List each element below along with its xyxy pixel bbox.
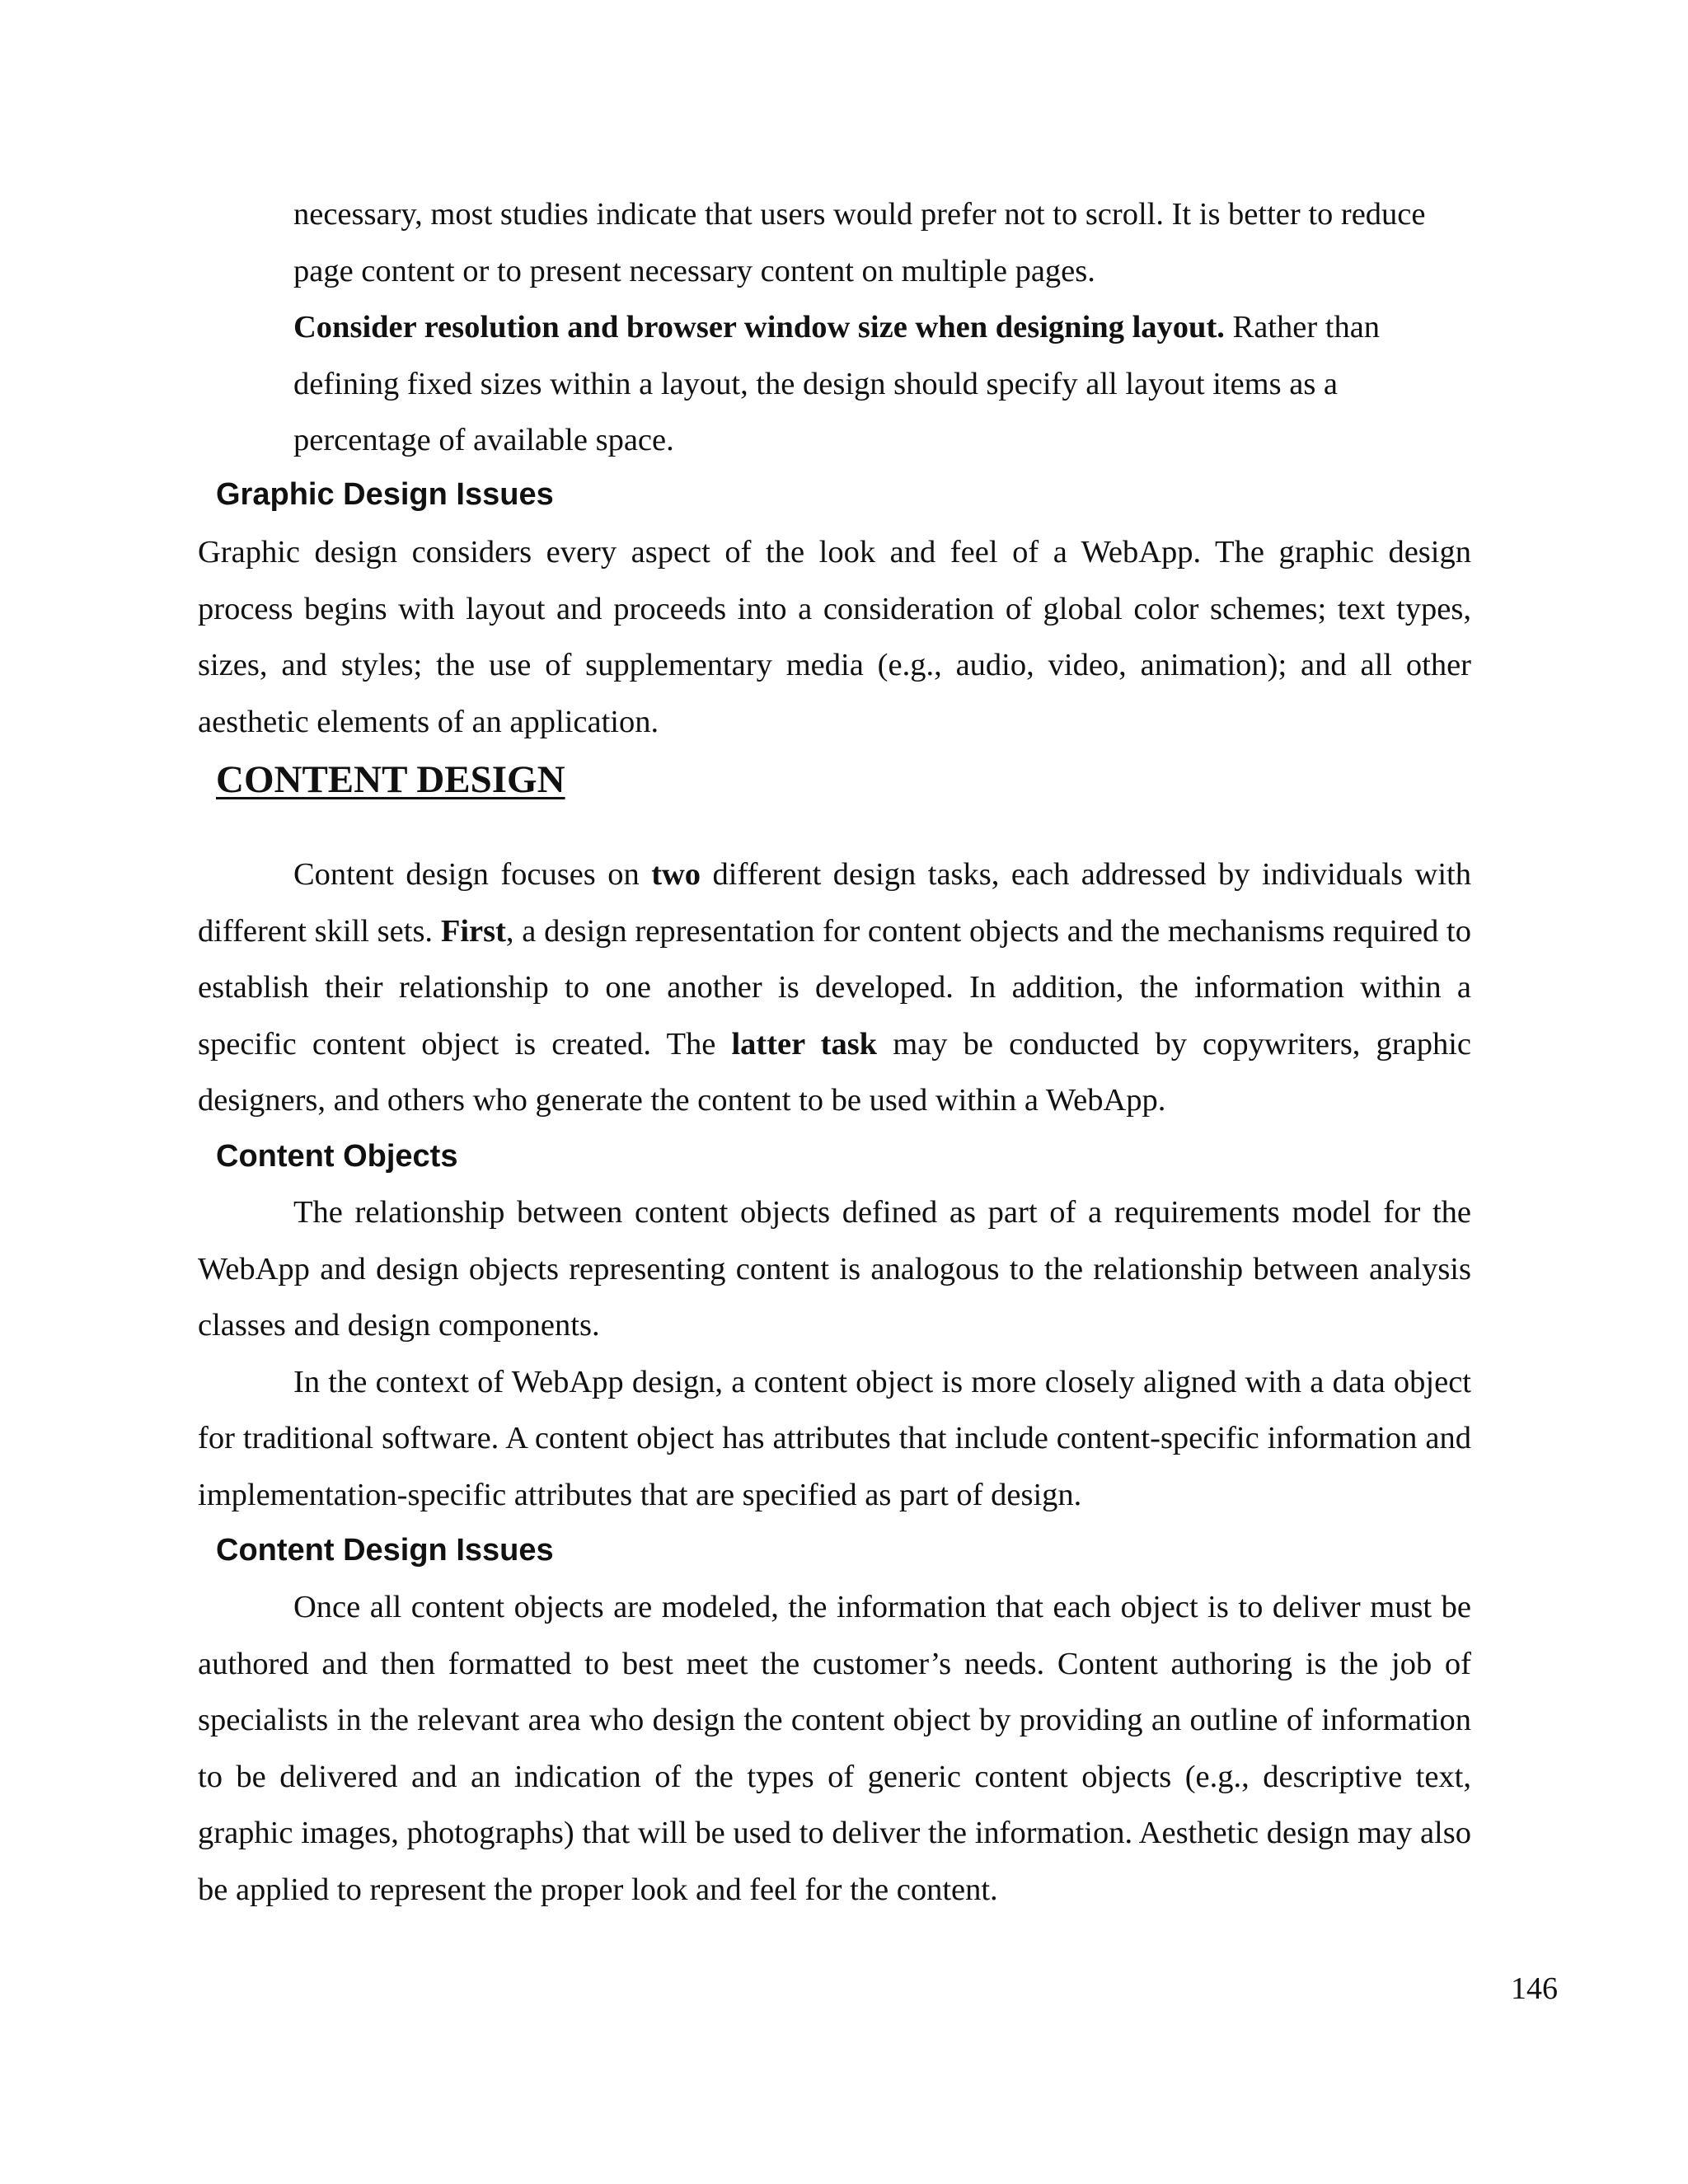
graphic-design-heading: Graphic Design Issues <box>216 477 554 512</box>
cd-text-1: Content design focuses on <box>293 857 652 892</box>
content-design-body <box>198 846 1471 1129</box>
content-objects-paragraph-1: The relationship between content objects defined as part of a requirements model for the WebApp and design objects representing content is analogous to the relationship between analysis classes and design components. <box>198 1195 1471 1343</box>
cd-bold-first: First <box>440 913 506 949</box>
content-design-paragraph <box>198 846 1471 1129</box>
intro-line-1: necessary, most studies indicate that users would prefer not to scroll. It is better to reduce <box>293 197 1426 232</box>
page-number: 146 <box>1511 1971 1558 2006</box>
content-objects-paragraph-2: In the context of WebApp design, a content object is more closely aligned with a data object for traditional software. A content object has attributes that include content-specific information and implementation-specific attributes that are specified as part of design. <box>198 1364 1471 1512</box>
intro-guideline <box>293 299 1472 356</box>
intro-line-2: page content or to present necessary content on multiple pages. <box>293 253 1095 288</box>
intro-line-4: defining fixed sizes within a layout, the design should specify all layout items as a <box>293 366 1339 401</box>
content-objects-body <box>198 1184 1471 1523</box>
content-design-issues-paragraph: Once all content objects are modeled, the information that each object is to deliver must be authored and then formatted to best meet the customer’s needs. Content authoring is the job of specialists in the relevant area who design the content object by providing an outline of information to be delivered and an indication of the types of generic content objects (e.g., descriptive text, graphic images, photographs) that will be used to deliver the information. Aesthetic design may also be applied to represent the proper look and feel for the content. <box>198 1590 1471 1907</box>
cd-text-3: , a design representation for content objects and the mechanisms required to establish their relationship to one another is developed. In addition, the information within a specific content object is created. The <box>198 913 1471 1062</box>
cd-bold-two: two <box>651 857 701 892</box>
graphic-design-body <box>198 524 1471 750</box>
guideline-rest-text: Rather than <box>1224 310 1381 344</box>
cd-text-2: different design tasks, each addressed by individuals with different skill sets. <box>198 857 1471 949</box>
cd-bold-latter-task: latter task <box>731 1026 878 1062</box>
content-objects-heading: Content Objects <box>216 1139 458 1174</box>
content-design-issues-heading: Content Design Issues <box>216 1533 554 1568</box>
intro-block <box>293 186 1472 469</box>
content-design-issues-body <box>198 1579 1471 1918</box>
content-design-title: CONTENT DESIGN <box>216 758 565 801</box>
cd-text-4: may be conducted by copywriters, graphic designers, and others who generate the content to be used within a WebApp. <box>198 1026 1472 1118</box>
guideline-bold-text: Consider resolution and browser window size when designing layout. <box>293 310 1225 344</box>
intro-line-5: percentage of available space. <box>293 423 674 457</box>
graphic-design-paragraph: Graphic design considers every aspect of the look and feel of a WebApp. The graphic design process begins with layout and proceeds into a consideration of global color schemes; text types, sizes, and styles; the use of supplementary media (e.g., audio, video, animation); and all other aesthetic elements of an application. <box>198 535 1471 739</box>
